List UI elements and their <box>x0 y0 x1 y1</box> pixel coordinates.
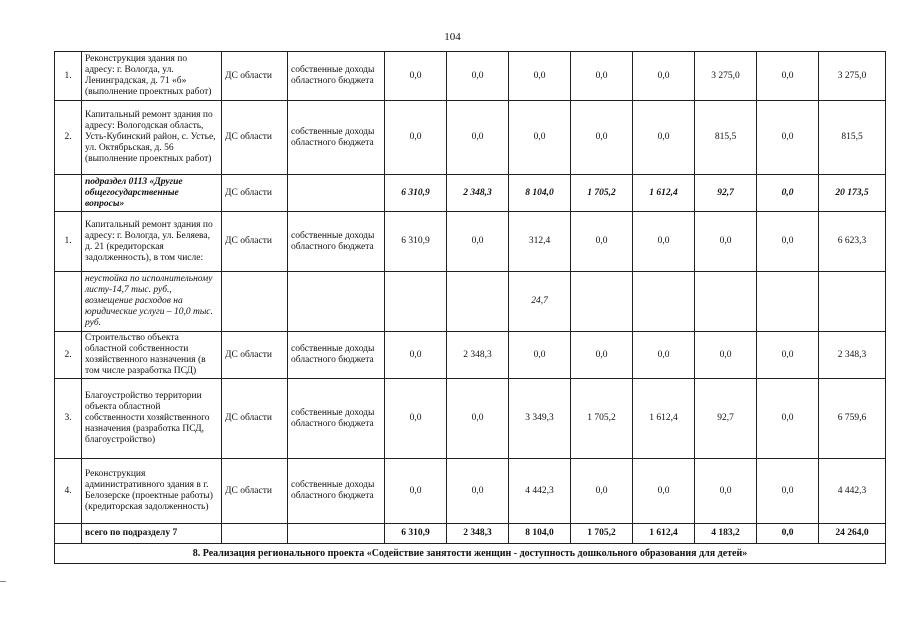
amount-cell: 92,7 <box>695 175 757 212</box>
row-name: Реконструкция здания по адресу: г. Вологда, ул. Ленинградская, д. 71 «б» (выполнение проектных работ) <box>82 52 222 101</box>
amount-cell: 0,0 <box>447 459 509 524</box>
amount-cell: 3 275,0 <box>819 52 886 101</box>
amount-cell: 0,0 <box>695 212 757 272</box>
amount-cell: 0,0 <box>447 212 509 272</box>
row-name: Капитальный ремонт здания по адресу: Вологодская область, Усть-Кубинский район, с. Устье, ул. Октябрьская, д. 56 (выполнение проектных работ) <box>82 101 222 175</box>
amount-cell <box>571 272 633 332</box>
amount-cell: 6 759,6 <box>819 379 886 459</box>
amount-cell: 6 310,9 <box>385 524 447 544</box>
budget-table <box>54 51 886 564</box>
funding-source: собственные доходы областного бюджета <box>288 52 385 101</box>
amount-cell: 1 612,4 <box>633 524 695 544</box>
amount-cell: 0,0 <box>757 175 819 212</box>
amount-cell: 0,0 <box>757 52 819 101</box>
amount-cell: 20 173,5 <box>819 175 886 212</box>
amount-cell: 0,0 <box>447 379 509 459</box>
responsible-executor: ДС области <box>222 52 288 101</box>
table-row <box>55 332 886 379</box>
row-name: Благоустройство территории объекта областной собственности хозяйственного назначения (разработка ПСД, благоустройство) <box>82 379 222 459</box>
amount-cell: 4 442,3 <box>509 459 571 524</box>
amount-cell: 0,0 <box>571 101 633 175</box>
page-number: 104 <box>444 31 461 43</box>
amount-cell: 0,0 <box>695 332 757 379</box>
amount-cell: 6 623,3 <box>819 212 886 272</box>
amount-cell: 1 612,4 <box>633 379 695 459</box>
responsible-executor <box>222 524 288 544</box>
amount-cell <box>695 272 757 332</box>
row-number: 4. <box>55 459 82 524</box>
amount-cell: 2 348,3 <box>447 524 509 544</box>
table-row <box>55 175 886 212</box>
amount-cell: 6 310,9 <box>385 212 447 272</box>
row-name: подраздел 0113 «Другие общегосударственные вопросы» <box>82 175 222 212</box>
row-number: 1. <box>55 52 82 101</box>
amount-cell: 4 442,3 <box>819 459 886 524</box>
funding-source <box>288 175 385 212</box>
amount-cell <box>633 272 695 332</box>
amount-cell: 1 612,4 <box>633 175 695 212</box>
amount-cell: 815,5 <box>695 101 757 175</box>
row-number: 1. <box>55 212 82 272</box>
amount-cell: 1 705,2 <box>571 524 633 544</box>
section-row <box>55 544 886 564</box>
amount-cell: 1 705,2 <box>571 175 633 212</box>
amount-cell: 0,0 <box>757 379 819 459</box>
table-row <box>55 212 886 272</box>
responsible-executor: ДС области <box>222 332 288 379</box>
responsible-executor: ДС области <box>222 101 288 175</box>
responsible-executor: ДС области <box>222 459 288 524</box>
responsible-executor: ДС области <box>222 175 288 212</box>
amount-cell: 2 348,3 <box>447 332 509 379</box>
funding-source: собственные доходы областного бюджета <box>288 212 385 272</box>
margin-mark <box>0 581 6 582</box>
amount-cell: 0,0 <box>633 212 695 272</box>
section-title: 8. Реализация регионального проекта «Содействие занятости женщин - доступность дошкольного образования для детей» <box>55 544 886 564</box>
amount-cell: 8 104,0 <box>509 175 571 212</box>
row-name: Строительство объекта областной собственности хозяйственного назначения (в том числе разработка ПСД) <box>82 332 222 379</box>
amount-cell: 2 348,3 <box>447 175 509 212</box>
row-number <box>55 272 82 332</box>
row-name: неустойка по исполнительному листу-14,7 тыс. руб., возмещение расходов на юридические услуги – 10,0 тыс. руб. <box>82 272 222 332</box>
amount-cell: 2 348,3 <box>819 332 886 379</box>
amount-cell: 0,0 <box>757 212 819 272</box>
amount-cell: 0,0 <box>385 332 447 379</box>
amount-cell: 24,7 <box>509 272 571 332</box>
amount-cell: 815,5 <box>819 101 886 175</box>
row-number <box>55 175 82 212</box>
funding-source: собственные доходы областного бюджета <box>288 101 385 175</box>
table-body <box>55 52 886 564</box>
amount-cell: 0,0 <box>633 332 695 379</box>
amount-cell: 8 104,0 <box>509 524 571 544</box>
funding-source <box>288 524 385 544</box>
amount-cell: 6 310,9 <box>385 175 447 212</box>
responsible-executor: ДС области <box>222 212 288 272</box>
amount-cell: 0,0 <box>385 459 447 524</box>
amount-cell: 0,0 <box>571 212 633 272</box>
amount-cell: 0,0 <box>509 332 571 379</box>
amount-cell: 24 264,0 <box>819 524 886 544</box>
amount-cell: 312,4 <box>509 212 571 272</box>
amount-cell: 0,0 <box>633 101 695 175</box>
amount-cell: 0,0 <box>509 52 571 101</box>
amount-cell: 1 705,2 <box>571 379 633 459</box>
amount-cell: 0,0 <box>571 52 633 101</box>
table-row <box>55 101 886 175</box>
amount-cell: 92,7 <box>695 379 757 459</box>
amount-cell: 0,0 <box>757 332 819 379</box>
table-row <box>55 379 886 459</box>
amount-cell: 0,0 <box>385 379 447 459</box>
responsible-executor <box>222 272 288 332</box>
amount-cell: 4 183,2 <box>695 524 757 544</box>
funding-source: собственные доходы областного бюджета <box>288 332 385 379</box>
amount-cell: 0,0 <box>571 459 633 524</box>
amount-cell <box>447 272 509 332</box>
amount-cell: 0,0 <box>757 101 819 175</box>
row-name: Реконструкция административного здания в г. Белозерске (проектные работы) (кредиторская задолженность) <box>82 459 222 524</box>
table-row <box>55 52 886 101</box>
funding-source: собственные доходы областного бюджета <box>288 379 385 459</box>
funding-source: собственные доходы областного бюджета <box>288 459 385 524</box>
amount-cell: 0,0 <box>385 101 447 175</box>
amount-cell: 0,0 <box>447 101 509 175</box>
funding-source <box>288 272 385 332</box>
responsible-executor: ДС области <box>222 379 288 459</box>
row-number: 2. <box>55 101 82 175</box>
row-number: 3. <box>55 379 82 459</box>
table-row <box>55 272 886 332</box>
amount-cell: 0,0 <box>447 52 509 101</box>
amount-cell <box>385 272 447 332</box>
amount-cell: 3 275,0 <box>695 52 757 101</box>
row-number: 2. <box>55 332 82 379</box>
amount-cell: 0,0 <box>633 52 695 101</box>
amount-cell: 0,0 <box>509 101 571 175</box>
amount-cell: 0,0 <box>385 52 447 101</box>
amount-cell: 0,0 <box>757 524 819 544</box>
table-row <box>55 459 886 524</box>
row-name: всего по подразделу 7 <box>82 524 222 544</box>
row-name: Капитальный ремонт здания по адресу: г. Вологда, ул. Беляева, д. 21 (кредиторская задолженность), в том числе: <box>82 212 222 272</box>
amount-cell: 0,0 <box>633 459 695 524</box>
amount-cell: 3 349,3 <box>509 379 571 459</box>
row-number <box>55 524 82 544</box>
amount-cell: 0,0 <box>695 459 757 524</box>
amount-cell <box>819 272 886 332</box>
table-row <box>55 524 886 544</box>
amount-cell: 0,0 <box>757 459 819 524</box>
amount-cell <box>757 272 819 332</box>
amount-cell: 0,0 <box>571 332 633 379</box>
